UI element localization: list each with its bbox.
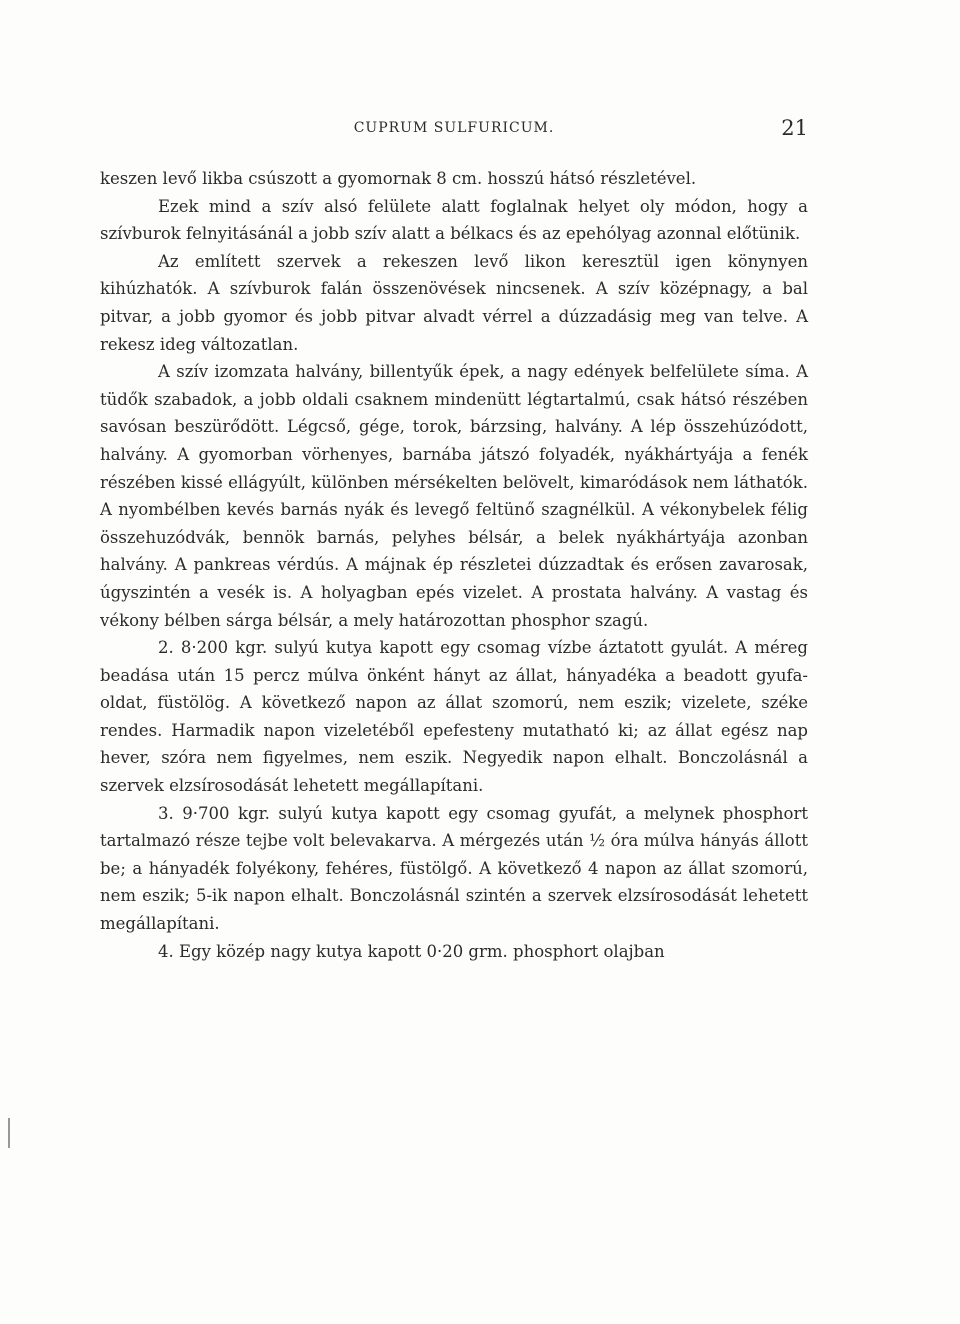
paragraph: Ezek mind a szív alsó felülete alatt foglalnak helyet oly módon, hogy a szívburok felnyitásánál a jobb szív alatt a bélkacs és az epehólyag azonnal előtünik. <box>100 196 808 244</box>
body-text <box>100 165 808 965</box>
paragraph-case-3: 3. 9·700 kgr. sulyú kutya kapott egy csomag gyufát, a melynek phosphort tartalmazó része tejbe volt belevakarva. A mérgezés után ½ óra múlva hányás állott be; a hányadék folyékony, fehéres, füstölgő. A következő 4 napon az állat szomorú, nem eszik; 5-ik napon elhalt. Bonczolásnál szintén a szervek elzsírosodását lehetett megállapítani. <box>100 803 808 934</box>
margin-mark <box>8 1118 10 1148</box>
page-number: 21 <box>781 116 808 140</box>
paragraph-case-2: 2. 8·200 kgr. sulyú kutya kapott egy csomag vízbe áztatott gyulát. A méreg beadása után 15 percz múlva önként hányt az állat, hányadéka a beadott gyufa-oldat, füstölög. A következő napon az állat szomorú, nem eszik; vizelete, széke rendes. Harmadik napon vizeletéből epefesteny mutatható ki; az állat egész nap hever, szóra nem figyelmes, nem eszik. Negyedik napon elhalt. Bonczolásnál a szervek elzsírosodását lehetett megállapítani. <box>100 638 808 796</box>
paragraph: Az említett szervek a rekeszen levő likon keresztül igen könynyen kihúzhatók. A szívburok falán összenövések nincsenek. A szív középnagy, a bal pitvar, a jobb gyomor és jobb pitvar alvadt vérrel a dúzzadásig meg van telve. A rekesz ideg változatlan. <box>100 251 808 354</box>
running-title: CUPRUM SULFURICUM. <box>353 120 555 136</box>
running-head <box>100 116 808 140</box>
paragraph-case-4: 4. Egy közép nagy kutya kapott 0·20 grm. phosphort olajban <box>158 941 665 961</box>
paragraph-continuation: keszen levő likba csúszott a gyomornak 8 cm. hosszú hátsó részletével. <box>100 169 697 188</box>
paragraph: A szív izomzata halvány, billentyűk épek, a nagy edények belfelülete síma. A tüdők szabadok, a jobb oldali csaknem mindenütt légtartalmú, csak hátsó részében savósan beszürődött. Légcső, gége, torok, bárzsing, halvány. A lép összehúzódott, halvány. A gyomorban vörhenyes, barnába játszó folyadék, nyákhártyája a fenék részében kissé ellágyúlt, különben mérsékelten belövelt, kimaródások nem láthatók. A nyombélben kevés barnás nyák és levegő feltünő szagnélkül. A vékonybelek félig összehuzódvák, bennök barnás, pelyhes bélsár, a belek nyákhártyája azonban halvány. A pankreas vérdús. A májnak ép részletei dúzzadtak és erősen zavarosak, úgyszintén a vesék is. A holyagban epés vizelet. A prostata halvány. A vastag és vékony bélben sárga bélsár, a mely határozottan phosphor szagú. <box>100 362 808 630</box>
